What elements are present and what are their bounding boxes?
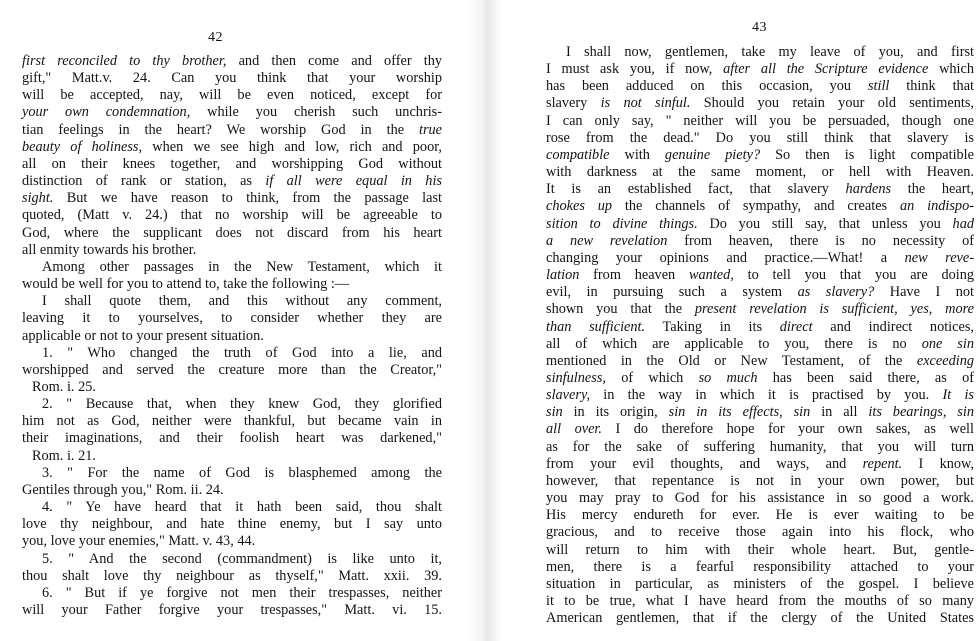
text-line: beauty of holiness, when we see high and low, rich and poor, — [22, 138, 442, 155]
text-line: 4. " Ye have heard that it hath been said, thou shalt — [42, 499, 442, 516]
text-line: slavery, in the way in which it is practised by you. It is — [546, 387, 975, 404]
text-line: you, love your enemies," Matt. v. 43, 44. — [22, 533, 256, 550]
text-line: sinfulness, of which so much has been said there, as of — [546, 369, 974, 386]
text-line: from your evil thoughts, and ways, and repent. I know, — [546, 455, 975, 472]
text-line: with darkness at the same moment, or hell with Heaven. — [546, 164, 974, 181]
text-line: 2. " Because that, when they knew God, they glorified — [42, 396, 442, 413]
text-line: sight. But we have reason to think, from the passage last — [22, 190, 442, 207]
text-line: His mercy endureth for ever. He is ever waiting to be — [546, 507, 974, 524]
text-line: leaving it to yourselves, to consider whether they are — [22, 310, 442, 327]
page-text — [22, 53, 442, 619]
text-line: their imaginations, and their foolish heart was darkened," — [22, 430, 442, 447]
text-line: all of which are applicable to you, there is no one sin — [546, 335, 974, 352]
text-line: American gentlemen, that if the clergy of the United States — [546, 610, 974, 627]
text-line: love thy neighbour, and hate thine enemy, but I say unto — [22, 516, 442, 533]
text-line: as for the sake of suffering humanity, that you will turn — [546, 438, 974, 455]
text-line: sin in its origin, sin in its effects, sin in all its bearings, sin — [546, 404, 974, 421]
text-line: tian feelings in the heart? We worship God in the true — [22, 121, 442, 138]
text-line: a new revelation from heaven, there is no necessity of — [546, 232, 975, 249]
text-line: thou shalt love thy neighbour as thyself," Matt. xxii. 39. — [22, 567, 442, 584]
text-line: 1. " Who changed the truth of God into a lie, and — [42, 344, 442, 361]
text-line: than sufficient. Taking in its direct and indirect notices, — [546, 318, 974, 335]
text-line: shown you that the present revelation is sufficient, yes, more — [546, 301, 974, 318]
text-line: changing your opinions and practice.—What! a new reve- — [546, 249, 975, 266]
text-line: I can only say, " neither will you be persuaded, though one — [546, 112, 974, 129]
text-line: gracious, and to receive those again into his flock, who — [546, 524, 974, 541]
text-line: worshipped and served the creature more than the Creator," — [22, 361, 442, 378]
text-line: first reconciled to thy brother, and then come and offer thy — [22, 53, 443, 69]
text-line: quoted, (Matt v. 24.) that no worship will be agreeable to — [22, 207, 442, 224]
text-line: Among other passages in the New Testament, which it — [42, 258, 442, 275]
text-line: sition to divine things. Do you still say, that unless you had — [546, 215, 974, 232]
text-line: all over. I do therefore hope for your own sakes, as well — [546, 421, 975, 438]
text-line: all on their knees together, and worshipping God without — [22, 155, 442, 172]
text-line: I must ask you, if now, after all the Scripture evidence which — [546, 61, 975, 78]
page-text — [546, 44, 974, 627]
left-page — [0, 0, 455, 641]
text-line: slavery is not sinful. Should you retain your old sentiments, — [546, 95, 975, 112]
right-page — [520, 0, 980, 641]
page-number: 42 — [208, 30, 223, 45]
text-line: would be well for you to attend to, take the following :— — [22, 276, 350, 293]
text-line: men, there is a fearful responsibility attached to your — [546, 558, 974, 575]
text-line: Rom. i. 25. — [32, 378, 96, 395]
text-line: however, that repentance is not in your own power, but — [546, 472, 974, 489]
text-line: will be accepted, nay, will be even noticed, except for — [22, 87, 442, 104]
book-gutter — [468, 0, 502, 641]
text-line: him not as God, neither were thankful, but became vain in — [22, 413, 442, 430]
text-line: Rom. i. 21. — [32, 447, 96, 464]
text-line: compatible with genuine piety? So then is light compatible — [546, 146, 975, 163]
text-line: applicable or not to your present situation. — [22, 327, 264, 344]
text-line: mentioned in the Old or New Testament, of the exceeding — [546, 352, 974, 369]
text-line: situation in particular, as ministers of the gospel. I believe — [546, 575, 974, 592]
text-line: It is an established fact, that slavery hardens the heart, — [546, 181, 975, 198]
text-line: God, where the supplicant does not discard from his heart — [22, 224, 442, 241]
text-line: I shall now, gentlemen, take my leave of you, and first — [566, 44, 974, 60]
text-line: your own condemnation, while you cherish such unchris- — [22, 104, 442, 121]
text-line: gift," Matt.v. 24. Can you think that your worship — [22, 70, 442, 87]
text-line: has been adduced on this occasion, you still think that — [546, 78, 975, 95]
text-line: all enmity towards his brother. — [22, 241, 197, 258]
text-line: evil, in pursuing such a system as slavery? Have I not — [546, 284, 974, 301]
page-number: 43 — [752, 20, 767, 35]
text-line: will return to him with their whole heart. But, gentle- — [546, 541, 974, 558]
text-line: chokes up the channels of sympathy, and creates an indispo- — [546, 198, 974, 215]
text-line: 6. " But if ye forgive not men their trespasses, neither — [42, 584, 442, 601]
text-line: I shall quote them, and this without any comment, — [42, 293, 442, 310]
text-line: will your Father forgive your trespasses," Matt. vi. 15. — [22, 602, 442, 618]
text-line: you may pray to God for his assistance in so good a work. — [546, 490, 974, 507]
text-line: lation from heaven wanted, to tell you that you are doing — [546, 267, 975, 284]
text-line: 5. " And the second (commandment) is like unto it, — [42, 550, 442, 567]
text-line: distinction of rank or station, as if all were equal in his — [22, 173, 442, 190]
text-line: it to be true, what I have heard from the mouths of so many — [546, 593, 974, 609]
text-line: Gentiles through you," Rom. ii. 24. — [22, 481, 224, 498]
text-line: 3. " For the name of God is blasphemed among the — [42, 464, 442, 481]
text-line: rose from the dead." Do you still think that slavery is — [546, 129, 974, 146]
